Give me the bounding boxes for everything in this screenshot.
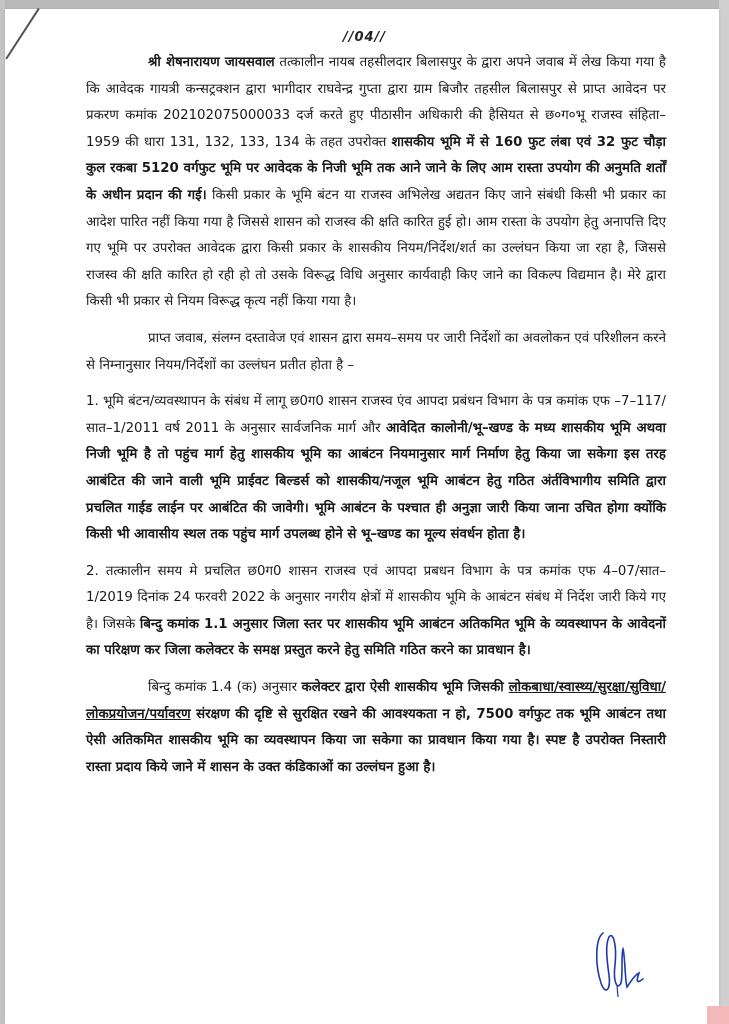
bold-text-span: बिन्दु कमांक 1.1 अनुसार जिला स्तर पर शासकीय भूमि आबंटन अतिकमित भूमि के व्यवस्थापन के आवेदनों का परिक्षण कर जिला कलेक्टर के समक्ष प्रस्तुत करने हेतु समिति गठित करने का प्रावधान है। [86, 616, 666, 659]
signature-icon [593, 925, 653, 1000]
underlined-text-span: लोकबाधा/स्वास्थ्य/सुरक्षा/सुविधा/लोकप्रयोजन/पर्यावरण [86, 680, 666, 722]
document-body [86, 50, 666, 781]
paragraph-point-1 [86, 389, 666, 549]
paragraph-officer-reply [86, 50, 666, 316]
text-span: प्राप्त जवाब, संलग्न दस्तावेज एवं शासन द्वारा समय–समय पर जारी निर्देशों का अवलोकन एवं परिशीलन करने से निम्नानुसार नियम/निर्देशों का उल्लंघन प्रतीत होता है – [86, 330, 666, 373]
corner-accent [707, 1006, 729, 1024]
bold-text-span: कलेक्टर द्वारा ऐसी शासकीय भूमि जिसकी [301, 680, 509, 696]
page-number: //04// [342, 30, 387, 45]
bold-text-span: आवेदित कालोनी/भू–खण्ड के मध्य शासकीय भूमि अथवा निजी भूमि है तो पहुंच मार्ग हेतु शासकीय भूमि का आबंटन नियमानुसार मार्ग निर्माण हेतु किया जा सकेगा इस तरह आबंटित की जाने वाली भूमि प्राईवट बिल्डर्स को शासकीय/नजूल भूमि आबंटन हेतु गठित अंर्तविभागीय समिति द्वारा प्रचलित गाईड लाईन पर आबंटित की जावेगी। भूमि आबंटन के पश्चात ही अनुज्ञा जारी किया जाना उचित होगा क्योंकि किसी भी आवासीय स्थल तक पहुंच मार्ग उपलब्ध होने से भू–खण्ड का मूल्य संवर्धन होता है। [86, 420, 666, 543]
text-span: बिन्दु कमांक 1.4 (क) अनुसार [148, 680, 302, 696]
text-span: 2. तत्कालीन समय मे प्रचलित छ0ग0 शासन राजस्व एवं आपदा प्रबधन विभाग के पत्र कमांक एफ 4–07/सात–1/2019 दिनांक 24 फरवरी 2022 के अनुसार नगरीय क्षेत्रों में शासकीय भूमि के आबंटन संबंध में निर्देश जारी किये गए है। जिसके [86, 563, 666, 632]
text-span: तत्कालीन नायब तहसीलदार बिलासपुर के द्वारा अपने जवाब में लेख किया गया है कि आवेदक गायत्री कन्सट्रक्शन द्वारा भागीदार राघवेन्द्र गुप्ता द्वारा ग्राम बिजौर तहसील बिलासपुर से प्राप्त आवेदन पर प्रकरण कमांक 202102075000033 दर्ज करते हुए पीठासीन अधिकारी की हैसियत से छ०ग०भू राजस्व संहिता–1959 की धारा 131, 132, 133, 134 के तहत उपरोक्त [86, 55, 666, 150]
bold-text-span: संरक्षण की दृष्टि से सुरक्षित रखने की आवश्यकता न हो, 7500 वर्गफुट तक भूमि आबंटन तथा ऐसी अतिकमित शासकीय भूमि का व्यवस्थापन किया जा सकेगा का प्रावधान किया गया है। स्पष्ट है उपरोक्त निस्तारी रास्ता प्रदाय किये जाने में शासन के उक्त कंडिकाओं का उल्लंघन हुआ है। [86, 706, 666, 775]
viewer-scrollbar[interactable] [719, 0, 729, 1024]
paragraph-point-2 [86, 559, 666, 665]
viewer-top-bar [0, 0, 729, 9]
text-span: 1. भूमि बंटन/व्यवस्थापन के संबंध में लागू छ0ग0 शासन राजस्व एंव आपदा प्रबंधन विभाग के पत्र कमांक एफ –7–117/सात–1/2011 वर्ष 2011 के अनुसार सार्वजनिक मार्ग और [86, 394, 666, 436]
bold-text-span: शासकीय भूमि में से 160 फुट लंबा एवं 32 फुट चौड़ा कुल रकबा 5120 वर्गफुट भूमि पर आवेदक के निजी भूमि तक आने जाने के लिए आम रास्ता उपयोग की अनुमति शर्तों के अधीन प्रदान की गई। [86, 134, 666, 203]
text-span: किसी प्रकार के भूमि बंटन या राजस्व अभिलेख अद्यतन किए जाने संबंधी किसी भी प्रकार का आदेश पारित नहीं किया गया है जिससे शासन को राजस्व की क्षति कारित हुई हो। आम रास्ता के उपयोग हेतु अनापत्ति दिए गए भूमि पर उपरोक्त आवेदक द्वारा किसी प्रकार के शासकीय नियम/निर्देश/शर्त का उल्लंघन किया जा रहा है, जिससे राजस्व की क्षति कारित हो रही हो तो उसके विरूद्ध विधि अनुसार कार्यवाही किए जाने का विकल्प विद्यमान है। मेरे द्वारा किसी भी प्रकार से नियम विरूद्ध कृत्य नहीं किया गया है। [86, 187, 666, 310]
officer-name: श्री शेषनारायण जायसवाल [148, 55, 275, 70]
paragraph-point-1-4 [86, 675, 666, 781]
paragraph-observation [86, 326, 666, 379]
